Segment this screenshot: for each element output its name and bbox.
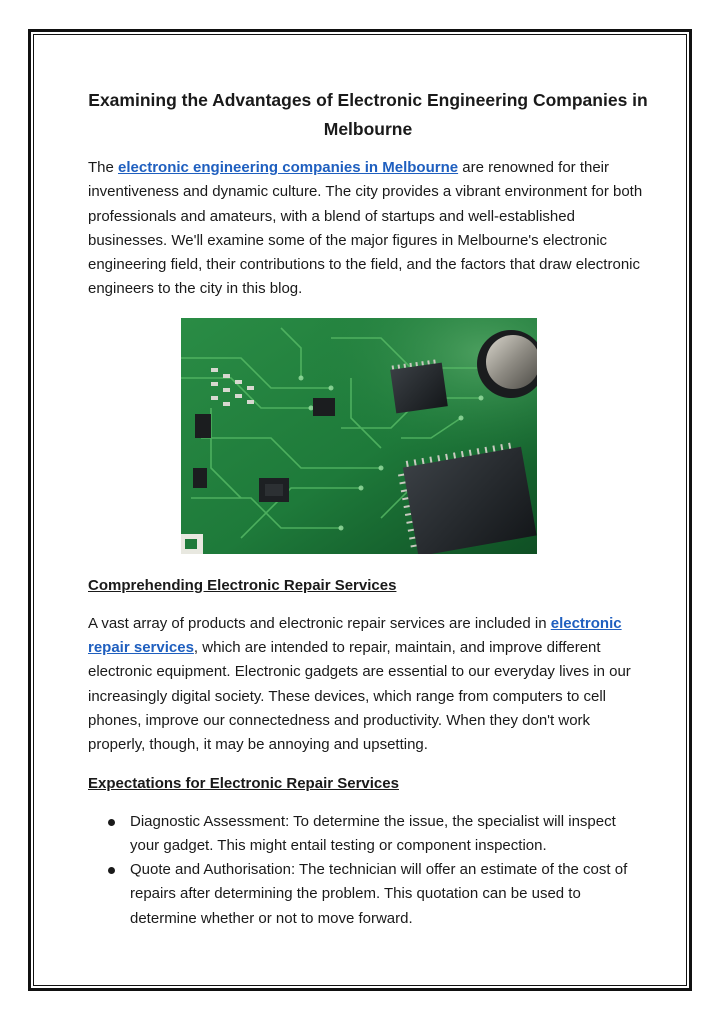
list-item [88, 810, 648, 859]
page-title: Examining the Advantages of Electronic Engineering Companies in Melbourne [88, 90, 648, 139]
repair-text-before: A vast array of products and electronic repair services are included in [88, 614, 551, 632]
list-item-text: Quote and Authorisation: The technician will offer an estimate of the cost of repairs after determining the problem. This quotation can be used to determine whether or not to move forward. [130, 861, 628, 927]
bullet-icon [108, 867, 115, 874]
section-heading-expectations: Expectations for Electronic Repair Services [88, 774, 399, 792]
document-content [88, 86, 648, 931]
intro-paragraph [88, 156, 648, 302]
intro-text-before: The [88, 159, 119, 176]
intro-text-after: are renowned for their inventiveness and dynamic culture. The city provides a vibrant environment for both professionals and amateurs, with a blend of startups and well-established businesses. We'll examine some of the major figures in Melbourne's electronic engineering field, their contributions to the field, and the factors that draw electronic engineers to the city in this blog. [88, 159, 643, 298]
expectations-list [88, 810, 648, 931]
list-item-text: Diagnostic Assessment: To determine the issue, the specialist will inspect your gadget. This might entail testing or component inspection. [130, 812, 616, 854]
list-item [88, 858, 648, 931]
repair-text-after: , which are intended to repair, maintain, and improve different electronic equipment. Electronic gadgets are essential to our everyday lives in our increasingly digital society. These devices, which range from computers to cell phones, improve our connectedness and productivity. When they don't work properly, though, it may be annoying and upsetting. [88, 639, 631, 754]
circuit-board-image [181, 318, 537, 554]
electronic-repair-link[interactable]: electronic repair services [88, 614, 622, 657]
bullet-icon [108, 819, 115, 826]
electronic-engineering-link[interactable]: electronic engineering companies in Melbourne [118, 159, 459, 176]
section-heading-repair: Comprehending Electronic Repair Services [88, 576, 397, 594]
repair-paragraph [88, 612, 648, 758]
circuit-board-photo-icon [181, 318, 537, 554]
